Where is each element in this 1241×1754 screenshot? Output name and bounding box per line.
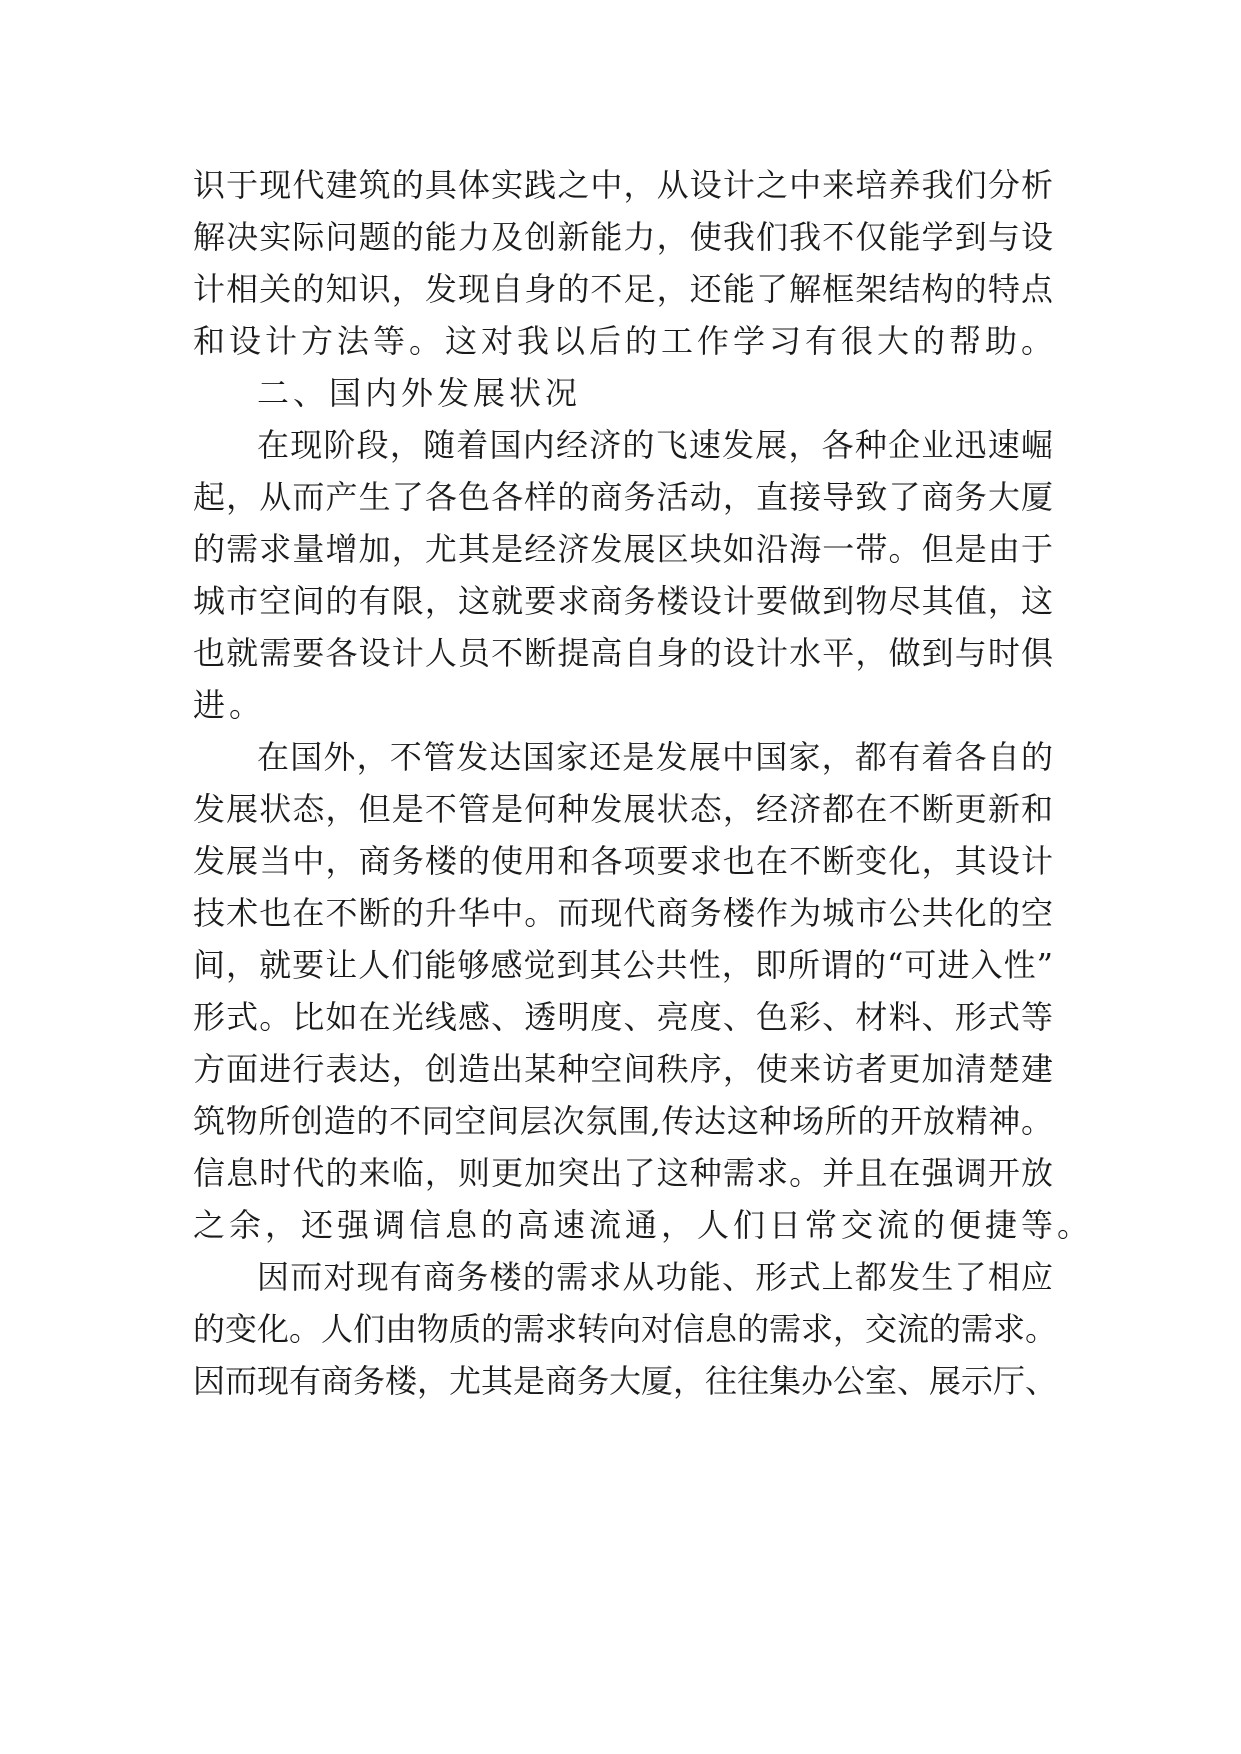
text-line: 方面进行表达，创造出某种空间秩序，使来访者更加清楚建 bbox=[193, 1050, 1053, 1088]
text-line: 城市空间的有限，这就要求商务楼设计要做到物尽其值，这 bbox=[193, 582, 1053, 620]
text-line: 形式。比如在光线感、透明度、亮度、色彩、材料、形式等 bbox=[193, 998, 1053, 1036]
text-line: 筑物所创造的不同空间层次氛围,传达这种场所的开放精神。 bbox=[193, 1102, 1053, 1140]
text-line: 计相关的知识，发现自身的不足，还能了解框架结构的特点 bbox=[193, 270, 1053, 308]
text-line: 也就需要各设计人员不断提高自身的设计水平，做到与时俱 bbox=[193, 634, 1053, 672]
text-line: 信息时代的来临，则更加突出了这种需求。并且在强调开放 bbox=[193, 1154, 1053, 1192]
text-line: 解决实际问题的能力及创新能力，使我们我不仅能学到与设 bbox=[193, 218, 1053, 256]
text-line: 和设计方法等。这对我以后的工作学习有很大的帮助。 bbox=[193, 322, 1058, 360]
text-line: 因而对现有商务楼的需求从功能、形式上都发生了相应 bbox=[257, 1258, 1053, 1296]
text-line: 的变化。人们由物质的需求转向对信息的需求，交流的需求。 bbox=[193, 1310, 1058, 1348]
text-line: 的需求量增加，尤其是经济发展区块如沿海一带。但是由于 bbox=[193, 530, 1053, 568]
section-heading: 二、国内外发展状况 bbox=[257, 374, 582, 412]
text-line: 识于现代建筑的具体实践之中，从设计之中来培养我们分析 bbox=[193, 166, 1053, 204]
text-line: 技术也在不断的升华中。而现代商务楼作为城市公共化的空 bbox=[193, 894, 1053, 932]
text-line: 在现阶段，随着国内经济的飞速发展，各种企业迅速崛 bbox=[257, 426, 1053, 464]
text-line: 在国外，不管发达国家还是发展中国家，都有着各自的 bbox=[257, 738, 1053, 776]
body-text bbox=[193, 159, 1094, 1407]
text-line: 间，就要让人们能够感觉到其公共性，即所谓的“可进入性” bbox=[193, 946, 1053, 984]
text-line: 进。 bbox=[193, 686, 266, 724]
text-line: 发展状态，但是不管是何种发展状态，经济都在不断更新和 bbox=[193, 790, 1053, 828]
text-line: 因而现有商务楼，尤其是商务大厦，往往集办公室、展示厅、 bbox=[193, 1362, 1058, 1400]
text-line: 发展当中，商务楼的使用和各项要求也在不断变化，其设计 bbox=[193, 842, 1053, 880]
text-line: 起，从而产生了各色各样的商务活动，直接导致了商务大厦 bbox=[193, 478, 1053, 516]
text-line: 之余，还强调信息的高速流通，人们日常交流的便捷等。 bbox=[193, 1206, 1094, 1244]
